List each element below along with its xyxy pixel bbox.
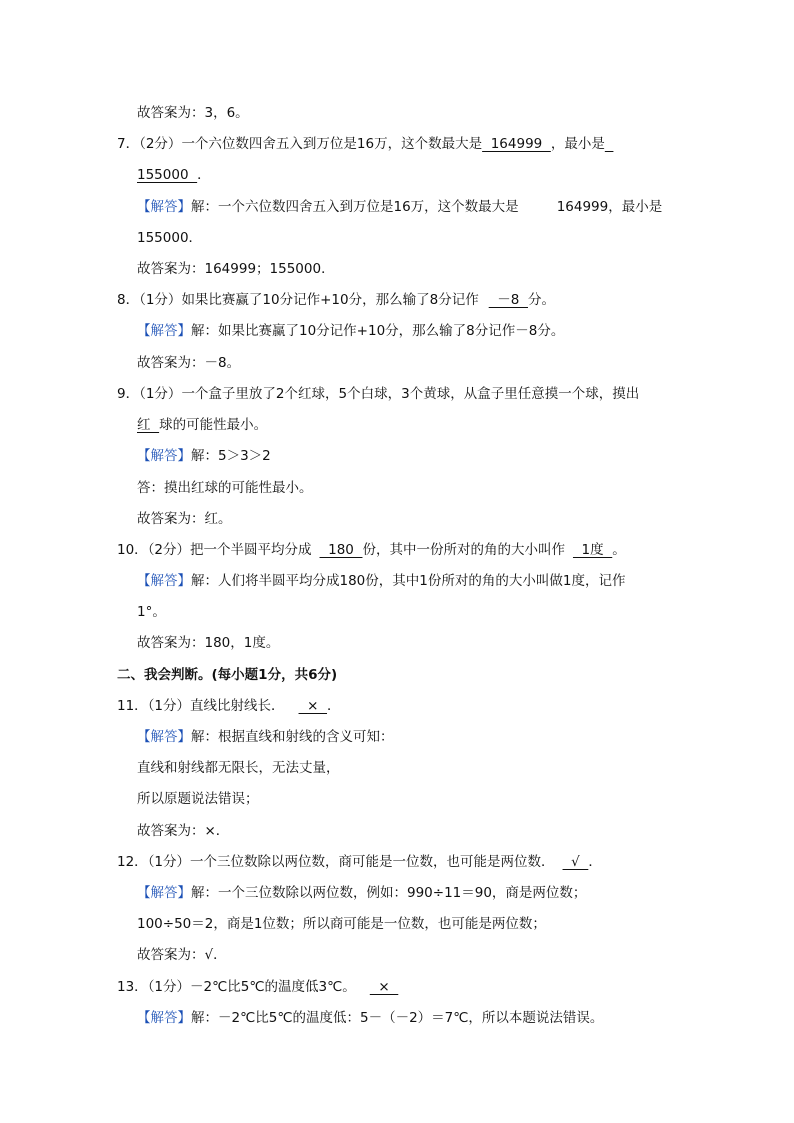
solution-tag: 【解答】 — [137, 448, 191, 464]
solution-9 — [137, 447, 271, 465]
question-text: 直线比射线长． — [190, 698, 285, 714]
section-heading: 二、我会判断。(每小题1分，共6分) — [117, 667, 338, 683]
question-10 — [117, 541, 626, 559]
question-score: （1分） — [147, 698, 191, 714]
question-11 — [117, 697, 341, 715]
solution-text: 所以原题说法错误； — [137, 791, 259, 807]
question-text: ，最小是 — [550, 136, 605, 152]
final-answer: 故答案为：红。 — [137, 511, 232, 527]
final-answer: 故答案为：×． — [137, 823, 230, 839]
final-answer: 故答案为：－8。 — [137, 355, 241, 371]
answer-blank: －8 — [488, 292, 528, 308]
solution-text: 164999，最小是 — [556, 199, 663, 215]
question-end: ． — [588, 854, 602, 870]
question-text: 球的可能性最小。 — [159, 417, 268, 433]
question-text: －2℃比5℃的温度低3℃。 — [190, 979, 356, 995]
question-text: 一个六位数四舍五入到万位是16万，这个数最大是 — [181, 136, 483, 152]
solution-text: 解：－2℃比5℃的温度低：5－（－2）＝7℃，所以本题说法错误。 — [191, 1010, 604, 1026]
solution-tag: 【解答】 — [137, 885, 191, 901]
solution-text: 155000． — [137, 230, 203, 246]
question-7 — [117, 135, 613, 153]
question-text: 把一个半圆平均分成 — [190, 542, 312, 558]
question-text: 一个盒子里放了2个红球，5个白球，3个黄球，从盒子里任意摸一个球，摸出 — [181, 386, 640, 402]
answer-blank: √ — [562, 854, 589, 870]
question-number: 12． — [117, 854, 148, 870]
solution-text: 解：5＞3＞2 — [191, 448, 271, 464]
question-text: 如果比赛赢了10分记作+10分，那么输了8分记作 — [181, 292, 479, 308]
question-score: （1分） — [139, 292, 182, 308]
question-9-cont — [137, 416, 267, 434]
answer-blank — [605, 136, 614, 152]
answer-line: 答：摸出红球的可能性最小。 — [137, 480, 313, 496]
solution-7 — [137, 198, 662, 216]
question-number: 7． — [117, 136, 140, 152]
answer-blank: × — [298, 698, 328, 714]
question-score: （2分） — [147, 542, 191, 558]
question-end: ． — [327, 698, 341, 714]
answer-line: 故答案为：3，6。 — [137, 105, 249, 121]
answer-blank: × — [369, 979, 399, 995]
question-score: （2分） — [139, 136, 182, 152]
answer-blank: 180 — [319, 542, 363, 558]
solution-tag: 【解答】 — [137, 199, 191, 215]
solution-text: 解：一个三位数除以两位数，例如：990÷11＝90，商是两位数； — [191, 885, 587, 901]
question-number: 8． — [117, 292, 140, 308]
answer-blank: 155000 — [137, 167, 198, 183]
solution-13 — [137, 1009, 603, 1027]
final-answer: 故答案为：180，1度。 — [137, 635, 280, 651]
question-text: 一个三位数除以两位数，商可能是一位数，也可能是两位数． — [190, 854, 555, 870]
solution-text: 解：根据直线和射线的含义可知： — [191, 729, 394, 745]
question-score: （1分） — [139, 386, 182, 402]
final-answer: 故答案为：164999；155000． — [137, 261, 335, 277]
question-7-cont — [137, 166, 211, 184]
answer-blank: 1度 — [572, 542, 613, 558]
solution-tag: 【解答】 — [137, 573, 191, 589]
question-9 — [117, 385, 639, 403]
solution-text: 1°。 — [137, 604, 166, 620]
final-answer: 故答案为：√． — [137, 947, 227, 963]
solution-text: 100÷50＝2，商是1位数；所以商可能是一位数，也可能是两位数； — [137, 916, 546, 932]
question-number: 13． — [117, 979, 148, 995]
solution-11 — [137, 728, 394, 746]
question-13 — [117, 978, 398, 996]
solution-12 — [137, 884, 586, 902]
solution-tag: 【解答】 — [137, 729, 191, 745]
question-end: 。 — [612, 542, 626, 558]
answer-blank: 164999 — [482, 136, 551, 152]
solution-text: 解：人们将半圆平均分成180份，其中1份所对的角的大小叫做1度，记作 — [191, 573, 626, 589]
question-end: ． — [197, 167, 211, 183]
question-score: （1分） — [147, 854, 191, 870]
solution-8 — [137, 322, 564, 340]
question-text: 份，其中一份所对的角的大小叫作 — [362, 542, 565, 558]
question-number: 10． — [117, 542, 148, 558]
solution-tag: 【解答】 — [137, 1010, 191, 1026]
solution-10 — [137, 572, 625, 590]
question-12 — [117, 853, 602, 871]
question-score: （1分） — [147, 979, 191, 995]
question-8 — [117, 291, 555, 309]
question-number: 9． — [117, 386, 140, 402]
solution-text: 解：如果比赛赢了10分记作+10分，那么输了8分记作－8分。 — [191, 323, 565, 339]
answer-blank: 红 — [137, 417, 160, 433]
solution-text: 解：一个六位数四舍五入到万位是16万，这个数最大是 — [191, 199, 519, 215]
question-end: 分。 — [527, 292, 555, 308]
solution-tag: 【解答】 — [137, 323, 191, 339]
solution-text: 直线和射线都无限长，无法丈量， — [137, 760, 340, 776]
question-number: 11． — [117, 698, 148, 714]
